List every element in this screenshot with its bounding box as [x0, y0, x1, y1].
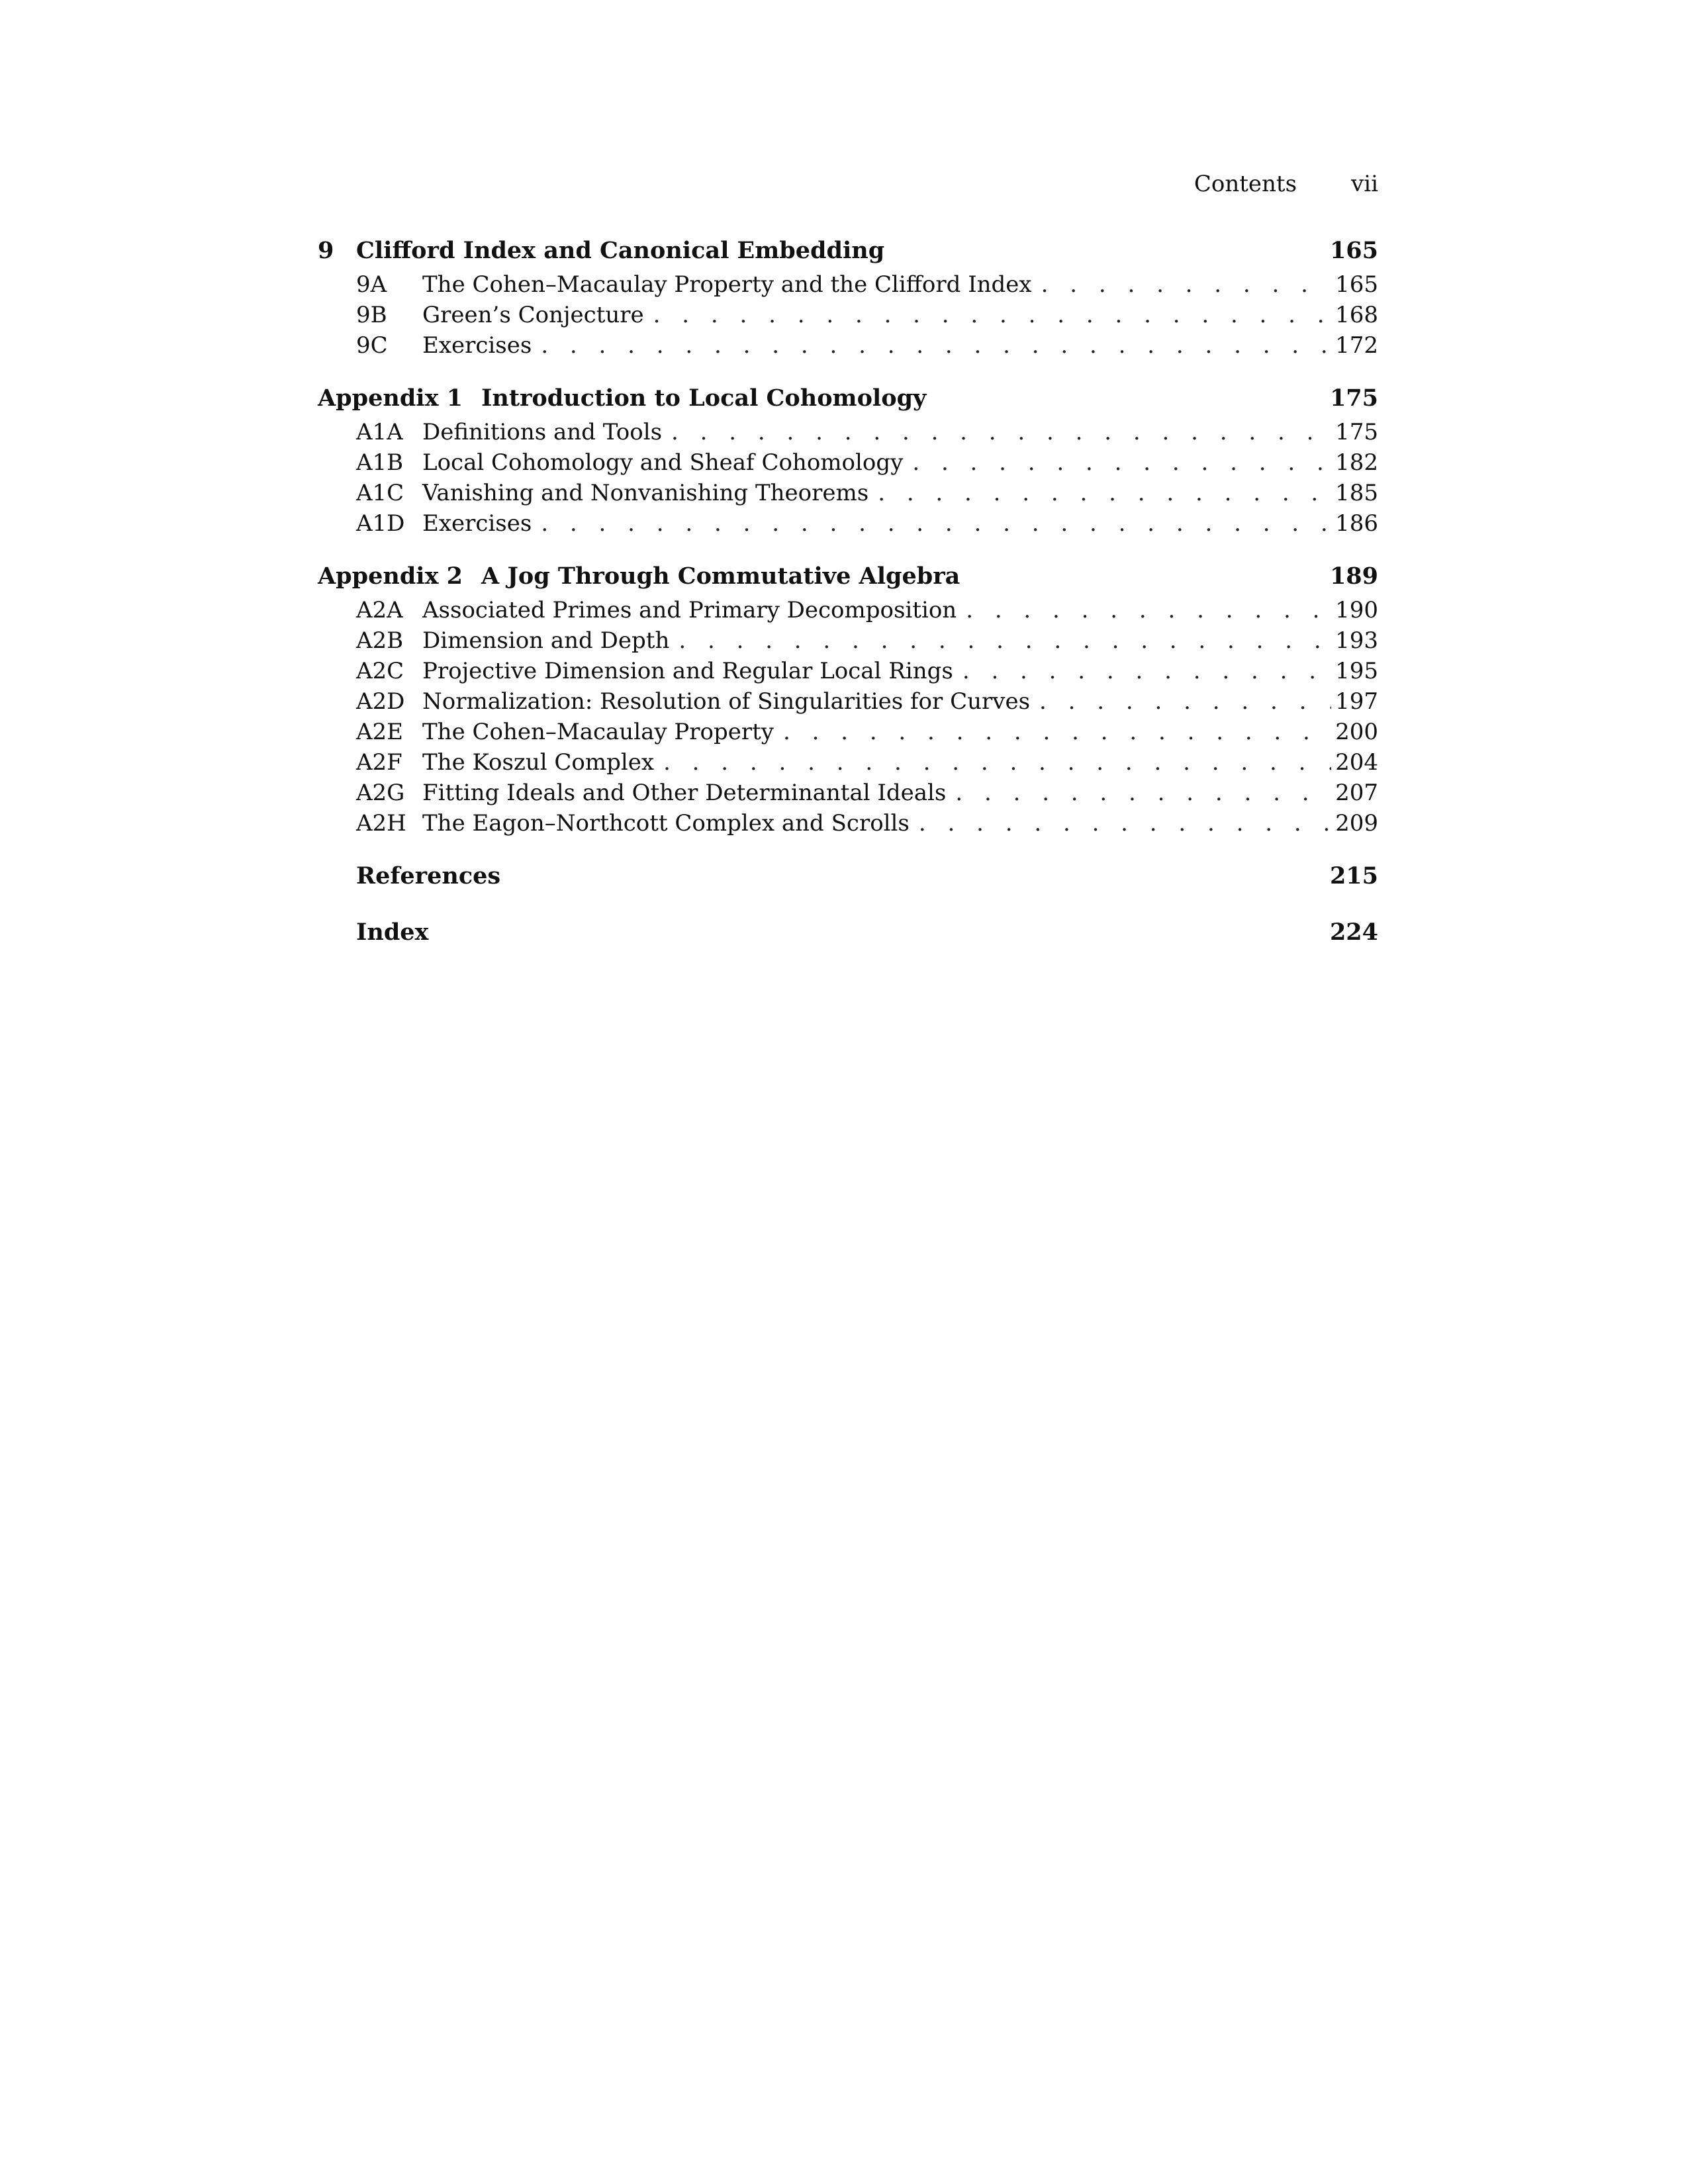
running-header-page-number: vii [1351, 171, 1378, 197]
section-code: 9B [356, 302, 387, 328]
section-title: The Cohen–Macaulay Property [422, 719, 774, 745]
section-page: 190 [1335, 597, 1378, 623]
appendix-2 [318, 563, 1378, 841]
section-title: Definitions and Tools [422, 419, 663, 445]
toc-entry[interactable] [318, 780, 1378, 810]
chapter-number: Appendix 1 [318, 385, 463, 412]
section-page: 165 [1335, 271, 1378, 298]
chapter-number: Appendix 2 [318, 563, 463, 590]
section-code: 9A [356, 271, 387, 298]
toc-entry[interactable] [318, 480, 1378, 510]
section-page: 172 [1335, 332, 1378, 359]
section-code: A2D [356, 688, 405, 715]
section-title: The Eagon–Northcott Complex and Scrolls [422, 810, 910, 837]
section-page: 182 [1335, 449, 1378, 476]
chapter-heading[interactable] [318, 862, 1378, 897]
toc-entry[interactable] [318, 271, 1378, 302]
section-page: 207 [1335, 780, 1378, 806]
dot-leader [541, 332, 1331, 359]
section-page: 200 [1335, 719, 1378, 745]
chapter-page: 165 [1329, 237, 1378, 264]
section-code: A2B [356, 627, 404, 654]
index-entry [318, 919, 1378, 953]
chapter-heading[interactable] [318, 563, 1378, 597]
dot-leader [671, 419, 1331, 445]
references-entry [318, 862, 1378, 897]
table-of-contents [318, 237, 1378, 975]
section-page: 168 [1335, 302, 1378, 328]
dot-leader [919, 810, 1331, 837]
chapter-heading[interactable] [318, 385, 1378, 419]
chapter-number: 9 [318, 237, 334, 264]
dot-leader [783, 719, 1331, 745]
dot-leader [663, 749, 1331, 776]
dot-leader [966, 597, 1331, 623]
section-title: Local Cohomology and Sheaf Cohomology [422, 449, 904, 476]
running-header-title: Contents [1194, 171, 1297, 197]
references-page: 215 [1329, 862, 1378, 889]
section-page: 186 [1335, 510, 1378, 537]
section-title: Projective Dimension and Regular Local Rings [422, 658, 953, 684]
toc-entry[interactable] [318, 658, 1378, 688]
dot-leader [653, 302, 1331, 328]
section-title: The Cohen–Macaulay Property and the Clifford Index [422, 271, 1032, 298]
running-header [318, 171, 1378, 200]
section-page: 175 [1335, 419, 1378, 445]
chapter-heading[interactable] [318, 237, 1378, 271]
section-page: 209 [1335, 810, 1378, 837]
section-code: A1C [356, 480, 404, 506]
references-title: References [356, 862, 501, 889]
section-code: A2C [356, 658, 404, 684]
appendix-1 [318, 385, 1378, 541]
section-title: Fitting Ideals and Other Determinantal Ideals [422, 780, 947, 806]
section-title: Normalization: Resolution of Singularities for Curves [422, 688, 1031, 715]
index-title: Index [356, 919, 429, 946]
chapter-heading[interactable] [318, 919, 1378, 953]
toc-entry[interactable] [318, 302, 1378, 332]
section-page: 195 [1335, 658, 1378, 684]
toc-entry[interactable] [318, 749, 1378, 780]
toc-entry[interactable] [318, 510, 1378, 541]
section-code: A2F [356, 749, 402, 776]
section-page: 204 [1335, 749, 1378, 776]
section-code: A1A [356, 419, 403, 445]
section-title: Vanishing and Nonvanishing Theorems [422, 480, 869, 506]
toc-entry[interactable] [318, 810, 1378, 841]
section-code: A1B [356, 449, 404, 476]
section-title: Dimension and Depth [422, 627, 670, 654]
section-title: Exercises [422, 332, 532, 359]
toc-entry[interactable] [318, 688, 1378, 719]
chapter-page: 175 [1329, 385, 1378, 412]
toc-entry[interactable] [318, 449, 1378, 480]
section-title: The Koszul Complex [422, 749, 655, 776]
section-code: A2H [356, 810, 406, 837]
chapter-title: Clifford Index and Canonical Embedding [356, 237, 885, 264]
chapter-9 [318, 237, 1378, 363]
toc-entry[interactable] [318, 627, 1378, 658]
index-page: 224 [1329, 919, 1378, 946]
toc-entry[interactable] [318, 719, 1378, 749]
section-page: 197 [1335, 688, 1378, 715]
toc-entry[interactable] [318, 332, 1378, 363]
toc-entry[interactable] [318, 419, 1378, 449]
section-title: Associated Primes and Primary Decomposition [422, 597, 957, 623]
section-code: A1D [356, 510, 405, 537]
section-page: 185 [1335, 480, 1378, 506]
dot-leader [912, 449, 1331, 476]
section-code: A2G [356, 780, 405, 806]
section-code: A2A [356, 597, 403, 623]
dot-leader [1039, 688, 1331, 715]
section-title: Exercises [422, 510, 532, 537]
dot-leader [679, 627, 1331, 654]
dot-leader [541, 510, 1331, 537]
dot-leader [955, 780, 1331, 806]
chapter-page: 189 [1329, 563, 1378, 590]
section-page: 193 [1335, 627, 1378, 654]
section-code: A2E [356, 719, 404, 745]
dot-leader [962, 658, 1331, 684]
section-title: Green’s Conjecture [422, 302, 644, 328]
chapter-title: A Jog Through Commutative Algebra [481, 563, 961, 590]
dot-leader [1041, 271, 1331, 298]
toc-entry[interactable] [318, 597, 1378, 627]
dot-leader [878, 480, 1331, 506]
section-code: 9C [356, 332, 388, 359]
chapter-title: Introduction to Local Cohomology [481, 385, 927, 412]
